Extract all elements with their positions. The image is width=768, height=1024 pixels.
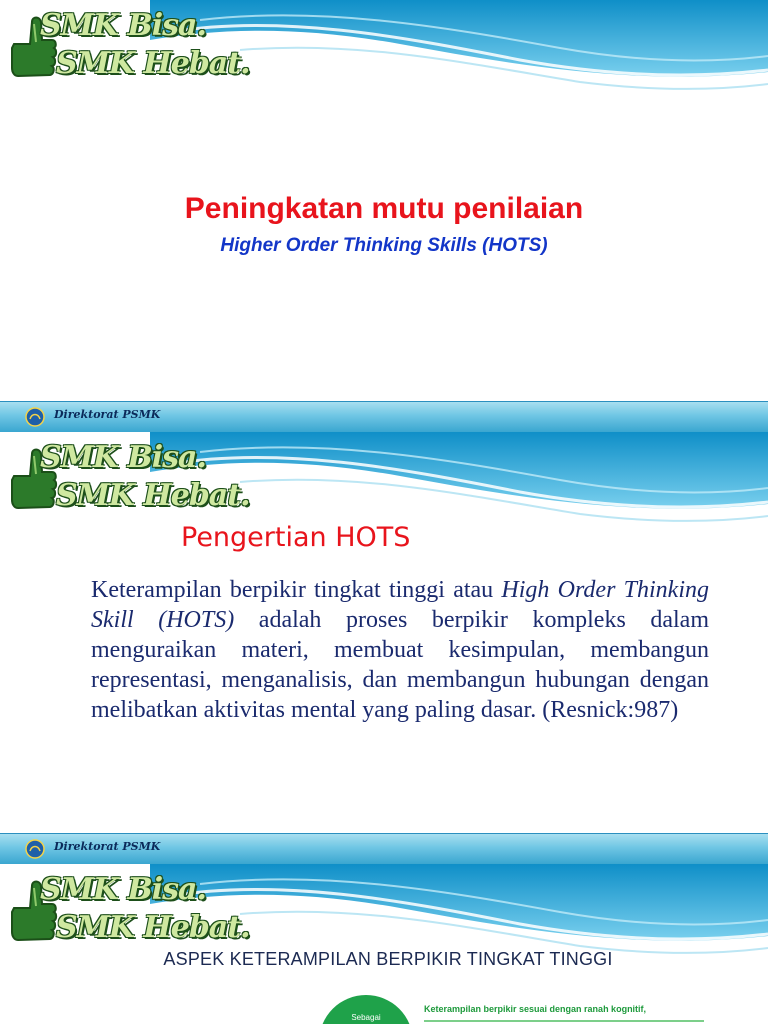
smk-logo bbox=[4, 2, 250, 94]
tut-wuri-emblem-icon bbox=[24, 407, 46, 427]
tut-wuri-emblem-icon bbox=[24, 839, 46, 859]
definition-paragraph bbox=[91, 575, 709, 725]
logo-line-1: SMK Bisa. bbox=[40, 8, 206, 43]
aspect-circle bbox=[319, 995, 413, 1024]
logo-line-2: SMK Hebat. bbox=[56, 910, 250, 945]
aspect-note: Keterampilan berpikir sesuai dengan ranah kognitif, bbox=[424, 1004, 647, 1014]
cropped-text-line bbox=[424, 1019, 714, 1024]
smk-logo bbox=[4, 434, 250, 526]
logo-line-1: SMK Bisa. bbox=[40, 440, 206, 475]
paragraph-italic-term: High Order Thinking Skill (HOTS) bbox=[91, 577, 709, 633]
slide-3 bbox=[0, 864, 768, 1024]
footer-text: Direktorat PSMK bbox=[54, 840, 161, 853]
logo-line-1: SMK Bisa. bbox=[40, 872, 206, 907]
slide-title: Pengertian HOTS bbox=[181, 522, 411, 553]
paragraph-text-end: adalah proses berpikir kompleks dalam menguraikan materi, membuat kesimpulan, membangun representasi, menganalisis, dan membangun hubungan dengan melibatkan aktivitas mental yang paling dasar. (Resnick:987) bbox=[91, 607, 710, 723]
aspect-circle-label: Sebagai bbox=[351, 1013, 381, 1022]
footer-bar bbox=[0, 401, 768, 432]
footer-bar bbox=[0, 833, 768, 864]
slide-subtitle: Higher Order Thinking Skills (HOTS) bbox=[220, 235, 548, 256]
slide-2 bbox=[0, 432, 768, 864]
slide-1 bbox=[0, 0, 768, 432]
logo-line-2: SMK Hebat. bbox=[56, 478, 250, 513]
slide-title: ASPEK KETERAMPILAN BERPIKIR TINGKAT TINGGI bbox=[163, 949, 613, 969]
smk-logo bbox=[4, 866, 250, 958]
footer-text: Direktorat PSMK bbox=[54, 408, 161, 421]
paragraph-text-start: Keterampilan berpikir tingkat tinggi atau bbox=[91, 577, 502, 603]
logo-line-2: SMK Hebat. bbox=[56, 46, 250, 81]
slide-title: Peningkatan mutu penilaian bbox=[184, 192, 584, 225]
